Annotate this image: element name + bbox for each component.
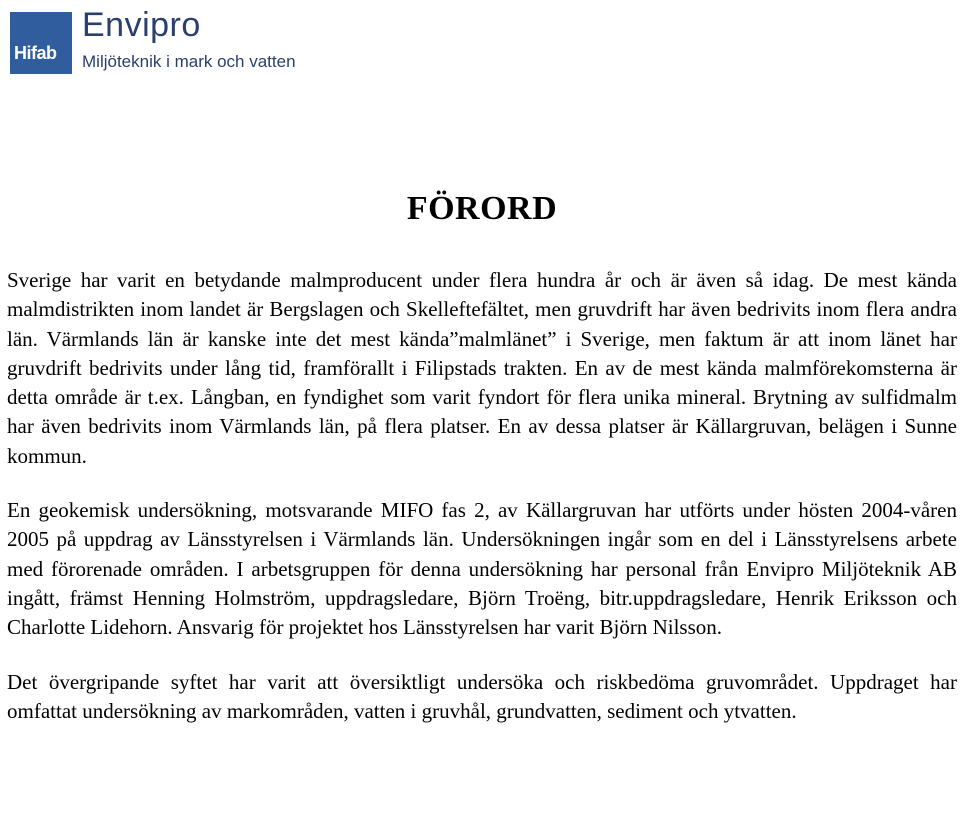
logo-mark-text: Hifab xyxy=(14,43,57,63)
company-logo xyxy=(10,8,310,80)
logo-company-name: Envipro xyxy=(82,6,201,44)
document-body xyxy=(7,266,957,751)
paragraph-1: Sverige har varit en betydande malmproducent under flera hundra år och är även så idag. De mest kända malmdistrikten inom landet är Bergslagen och Skelleftefältet, men gruvdrift har även bedrivits inom flera andra län. Värmlands län är kanske inte det mest kända”malmlänet” i Sverige, men faktum är att inom länet har gruvdrift bedrivits under lång tid, framförallt i Filipstads trakten. En av de mest kända malmförekomsterna är detta område är t.ex. Långban, en fyndighet som varit fyndort för flera unika mineral. Brytning av sulfidmalm har även bedrivits inom Värmlands län, på flera platser. En av dessa platser är Källargruvan, belägen i Sunne kommun. xyxy=(7,268,957,468)
logo-tagline: Miljöteknik i mark och vatten xyxy=(82,52,296,71)
paragraph-3: Det övergripande syftet har varit att översiktligt undersöka och riskbedöma gruvområdet. Uppdraget har omfattat undersökning av markområden, vatten i gruvhål, grundvatten, sediment och ytvatten. xyxy=(7,669,957,723)
paragraph-2: En geokemisk undersökning, motsvarande MIFO fas 2, av Källargruvan har utförts under hösten 2004-våren 2005 på uppdrag av Länsstyrelsen i Värmlands län. Undersökningen ingår som en del i Länsstyrelsens arbete med förorenade områden. I arbetsgruppen för denna undersökning har personal från Envipro Miljöteknik AB ingått, främst Henning Holmström, uppdragsledare, Björn Troëng, bitr.uppdragsledare, Henrik Eriksson och Charlotte Lidehorn. Ansvarig för projektet hos Länsstyrelsen har varit Björn Nilsson. xyxy=(7,498,957,640)
page-title: FÖRORD xyxy=(406,190,558,227)
logo-mark-box xyxy=(10,12,72,74)
